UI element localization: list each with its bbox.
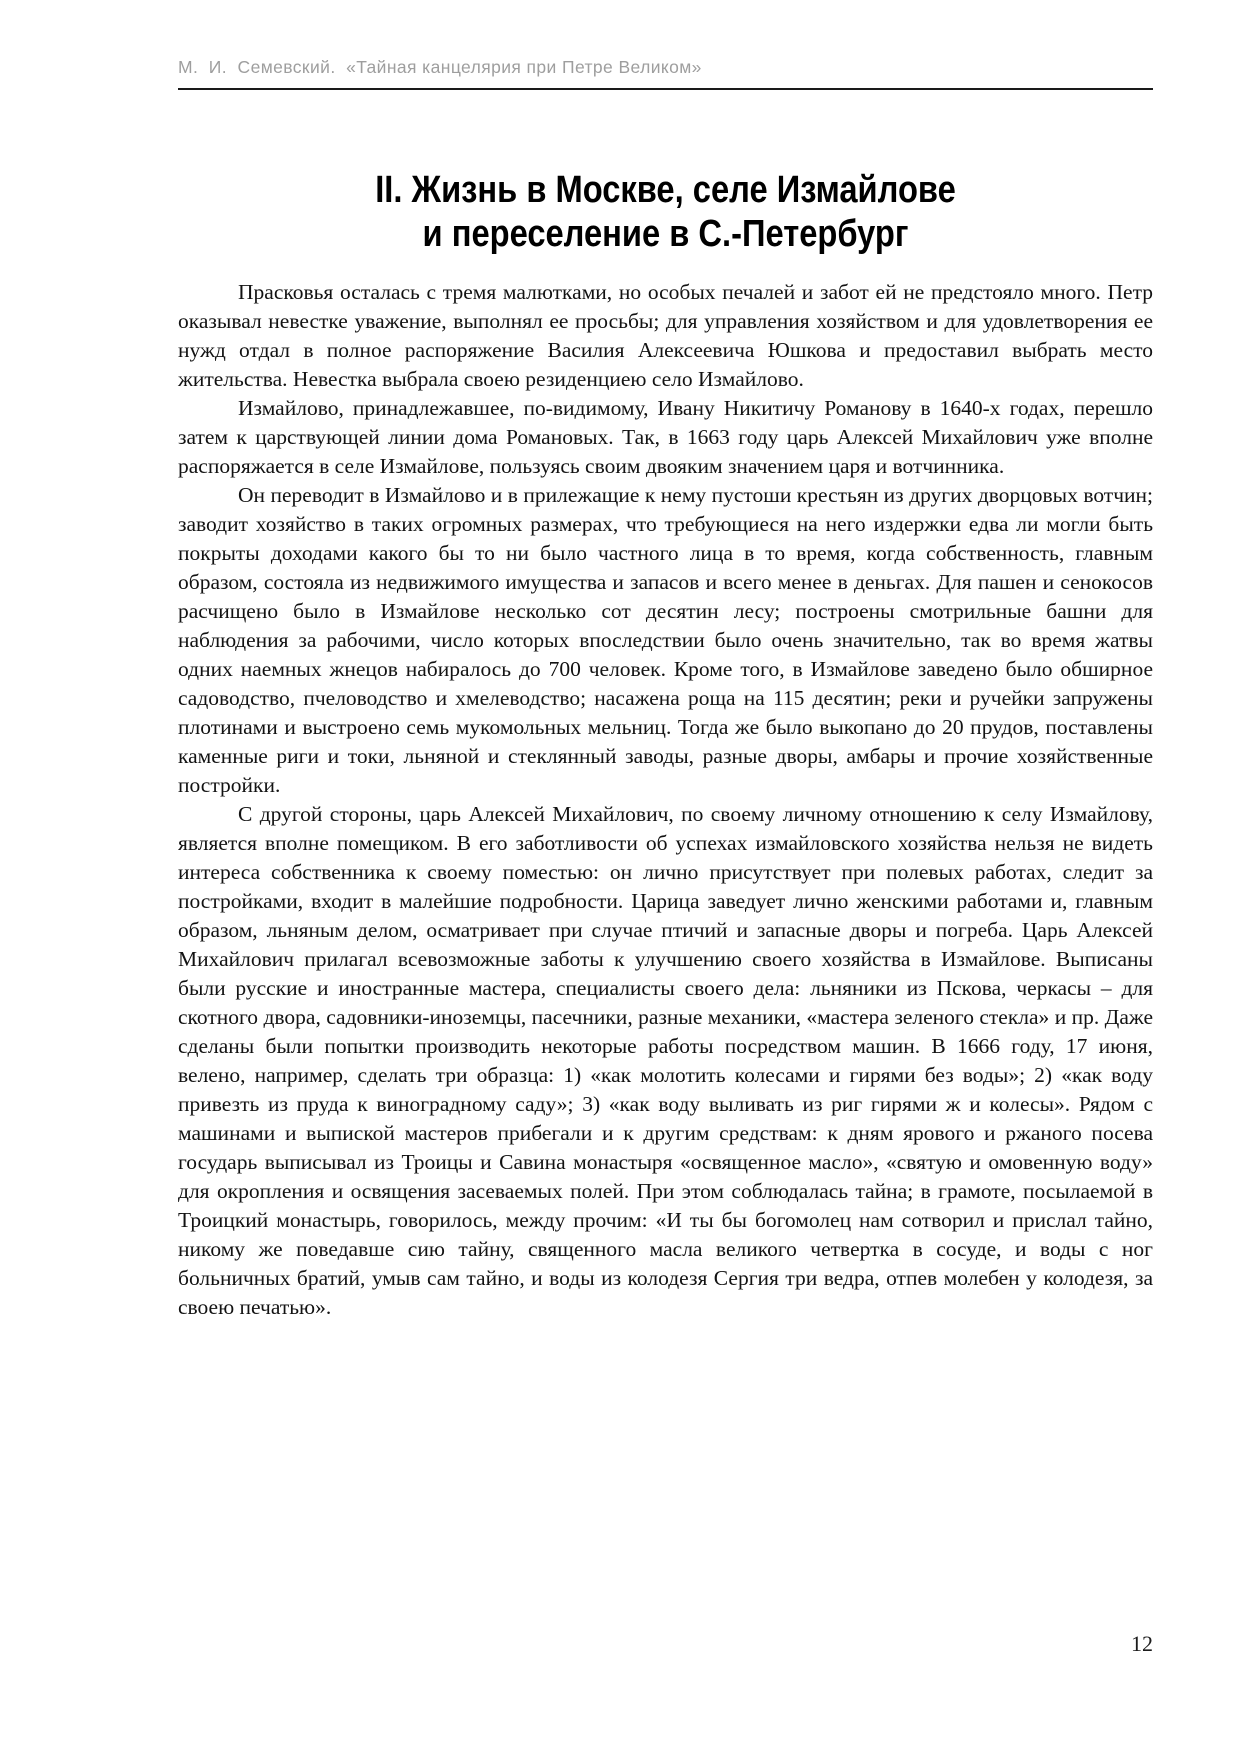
page-number: 12 xyxy=(1131,1631,1153,1656)
body-text xyxy=(178,278,1153,1322)
header-rule xyxy=(178,88,1153,90)
chapter-title-line-1: II. Жизнь в Москве, селе Измайлове xyxy=(375,169,956,211)
paragraph-3: Он переводит в Измайлово и в прилежащие к нему пустоши крестьян из других дворцовых вотчин; заводит хозяйство в таких огромных размерах, что требующиеся на него издержки едва ли могли быть покрыты доходами какого бы то ни было частного лица в то время, когда собственность, главным образом, состояла из недвижимого имущества и запасов и всего менее в деньгах. Для пашен и сенокосов расчищено было в Измайлове несколько сот десятин лесу; построены смотрильные башни для наблюдения за рабочими, число которых впоследствии было очень значительно, так во время жатвы одних наемных жнецов набиралось до 700 человек. Кроме того, в Измайлове заведено было обширное садоводство, пчеловодство и хмелеводство; насажена роща на 115 десятин; реки и ручейки запружены плотинами и выстроено семь мукомольных мельниц. Тогда же было выкопано до 20 прудов, поставлены каменные риги и токи, льняной и стеклянный заводы, разные дворы, амбары и прочие хозяйственные постройки. xyxy=(178,483,1153,797)
paragraph-1: Прасковья осталась с тремя малютками, но особых печалей и забот ей не предстояло много. Петр оказывал невестке уважение, выполнял ее просьбы; для управления хозяйством и для удовлетворения ее нужд отдал в полное распоряжение Василия Алексеевича Юшкова и предоставил выбрать место жительства. Невестка выбрала своею резиденциею село Измайлово. xyxy=(178,280,1153,391)
running-header: М. И. Семевский. «Тайная канцелярия при Петре Великом» xyxy=(178,57,702,77)
paragraph-4: С другой стороны, царь Алексей Михайлович, по своему личному отношению к селу Измайлову, является вполне помещиком. В его заботливости об успехах измайловского хозяйства нельзя не видеть интереса собственника к своему поместью: он лично присутствует при полевых работах, следит за постройками, входит в малейшие подробности. Царица заведует лично женскими работами и, главным образом, льняным делом, осматривает при случае птичий и запасные дворы и погреба. Царь Алексей Михайлович прилагал всевозможные заботы к улучшению своего хозяйства в Измайлове. Выписаны были русские и иностранные мастера, специалисты своего дела: льняники из Пскова, черкасы – для скотного двора, садовники-иноземцы, пасечники, разные механики, «мастера зеленого стекла» и пр. Даже сделаны были попытки производить некоторые работы посредством машин. В 1666 году, 17 июня, велено, например, сделать три образца: 1) «как молотить колесами и гирями без воды»; 2) «как воду привезть из пруда к виноградному саду»; 3) «как воду выливать из риг гирями ж и колесы». Рядом с машинами и выпиской мастеров прибегали и к другим средствам: к дням ярового и ржаного посева государь выписывал из Троицы и Савина монастыря «освященное масло», «святую и омовенную воду» для окропления и освящения засеваемых полей. При этом соблюдалась тайна; в грамоте, посылаемой в Троицкий монастырь, говорилось, между прочим: «И ты бы богомолец нам сотворил и прислал тайно, никому же поведавше сию тайну, священного масла великого четвертка в сосуде, и воды с ног больничных братий, умыв сам тайно, и воды из колодезя Сергия три ведра, отпев молебен у колодезя, за своею печатью». xyxy=(178,802,1153,1319)
chapter-title-line-2: и переселение в С.-Петербург xyxy=(422,213,909,255)
paragraph-2: Измайлово, принадлежавшее, по-видимому, Ивану Никитичу Романову в 1640-х годах, перешло затем к царствующей линии дома Романовых. Так, в 1663 году царь Алексей Михайлович уже вполне распоряжается в селе Измайлове, пользуясь своим двояким значением царя и вотчинника. xyxy=(178,396,1153,478)
chapter-title xyxy=(246,168,1085,256)
